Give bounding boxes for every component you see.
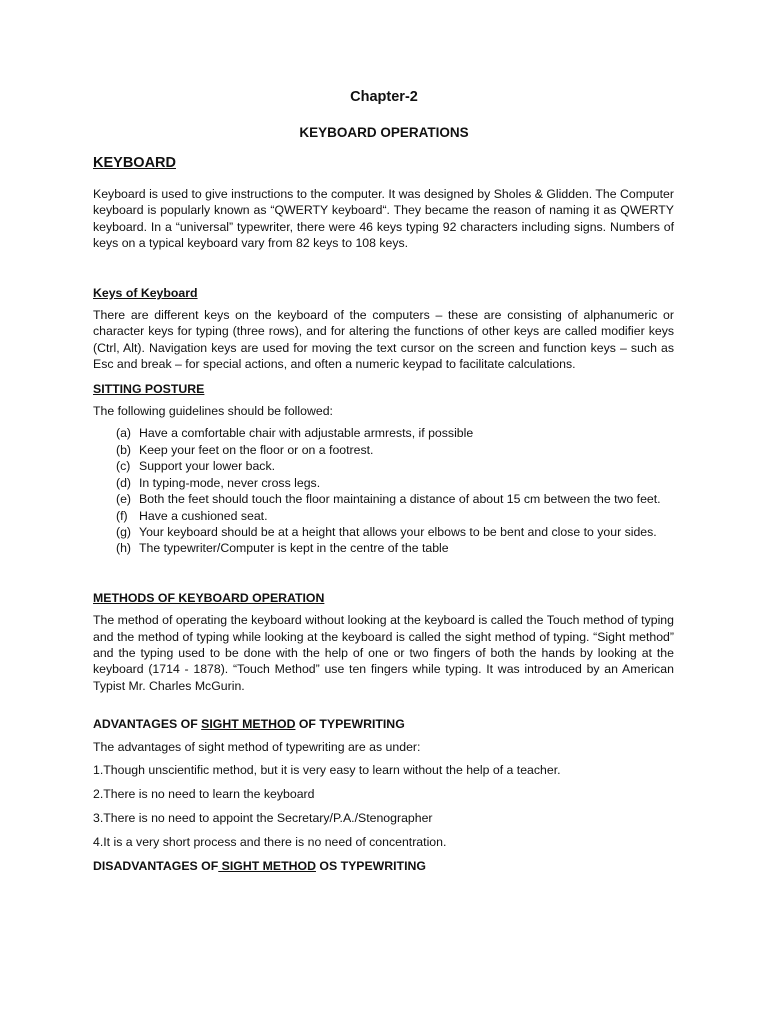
- posture-heading: SITTING POSTURE: [93, 381, 205, 396]
- list-item: [116, 540, 674, 556]
- list-item-label: (e): [116, 492, 132, 507]
- list-item-text: Have a comfortable chair with adjustable armrests, if possible: [139, 426, 474, 441]
- list-item: [116, 425, 674, 441]
- list-item-label: (g): [116, 524, 132, 539]
- advantage-point: 1.Though unscientific method, but it is very easy to learn without the help of a teacher.: [93, 763, 561, 778]
- methods-heading: METHODS OF KEYBOARD OPERATION: [93, 590, 325, 605]
- keys-heading: Keys of Keyboard: [93, 285, 198, 300]
- posture-list: [93, 425, 674, 556]
- list-item-text: Both the feet should touch the floor maintaining a distance of about 15 cm between the two feet.: [139, 492, 661, 507]
- keyboard-paragraph: Keyboard is used to give instructions to the computer. It was designed by Sholes & Glidden. The Computer keyboard is popularly known as “QWERTY keyboard“. They became the reason of naming it as QWERTY keyboard. In a “universal” typewriter, there were 46 keys typing 92 characters including signs. Numbers of keys on a typical keyboard vary from 82 keys to 108 keys.: [93, 187, 674, 251]
- list-item-label: (d): [116, 475, 132, 490]
- list-item-label: (f): [116, 508, 128, 523]
- list-item-text: The typewriter/Computer is kept in the centre of the table: [139, 541, 449, 556]
- list-item-label: (c): [116, 459, 131, 474]
- document-body: [93, 153, 674, 880]
- chapter-title: KEYBOARD OPERATIONS: [299, 125, 469, 140]
- advantage-point: 3.There is no need to appoint the Secretary/P.A./Stenographer: [93, 810, 433, 825]
- keyboard-heading: KEYBOARD: [93, 155, 176, 171]
- list-item-text: In typing-mode, never cross legs.: [139, 475, 321, 490]
- list-item-text: Have a cushioned seat.: [139, 508, 268, 523]
- list-item: [116, 475, 674, 491]
- advantage-point: 4.It is a very short process and there is no need of concentration.: [93, 834, 447, 849]
- advantage-point: 2.There is no need to learn the keyboard: [93, 787, 315, 802]
- list-item-label: (a): [116, 426, 132, 441]
- list-item-text: Your keyboard should be at a height that allows your elbows to be bent and close to your sides.: [139, 524, 657, 539]
- posture-intro: The following guidelines should be followed:: [93, 404, 333, 419]
- list-item: [116, 491, 674, 507]
- keys-paragraph: There are different keys on the keyboard of the computers – these are consisting of alphanumeric or character keys for typing (three rows), and for altering the functions of other keys are called modifier keys (Ctrl, Alt). Navigation keys are used for moving the text cursor on the screen and function keys – such as Esc and break – for special actions, and often a numeric keypad to facilitate calculations.: [93, 308, 674, 372]
- methods-paragraph: The method of operating the keyboard without looking at the keyboard is called the Touch method of typing and the method of typing while looking at the keyboard is called the sight method of typing. “Sight method” and the typing used to be done with the help of one or two fingers of both the hands by looking at the keyboard (1714 - 1878). “Touch Method” use ten fingers while typing. It was introduced by an American Typist Mr. Charles McGurin.: [93, 613, 674, 693]
- list-item: [116, 508, 674, 524]
- list-item-label: (h): [116, 541, 132, 556]
- list-item-text: Keep your feet on the floor or on a footrest.: [139, 442, 374, 457]
- advantages-heading: ADVANTAGES OF SIGHT METHOD OF TYPEWRITING: [93, 717, 405, 732]
- list-item-label: (b): [116, 442, 132, 457]
- list-item: [116, 458, 674, 474]
- list-item-text: Support your lower back.: [139, 459, 276, 474]
- list-item: [116, 442, 674, 458]
- chapter-label: Chapter-2: [350, 89, 418, 105]
- list-item: [116, 524, 674, 540]
- disadvantages-heading: DISADVANTAGES OF SIGHT METHOD OS TYPEWRITING: [93, 858, 426, 873]
- advantages-intro: The advantages of sight method of typewriting are as under:: [93, 739, 421, 754]
